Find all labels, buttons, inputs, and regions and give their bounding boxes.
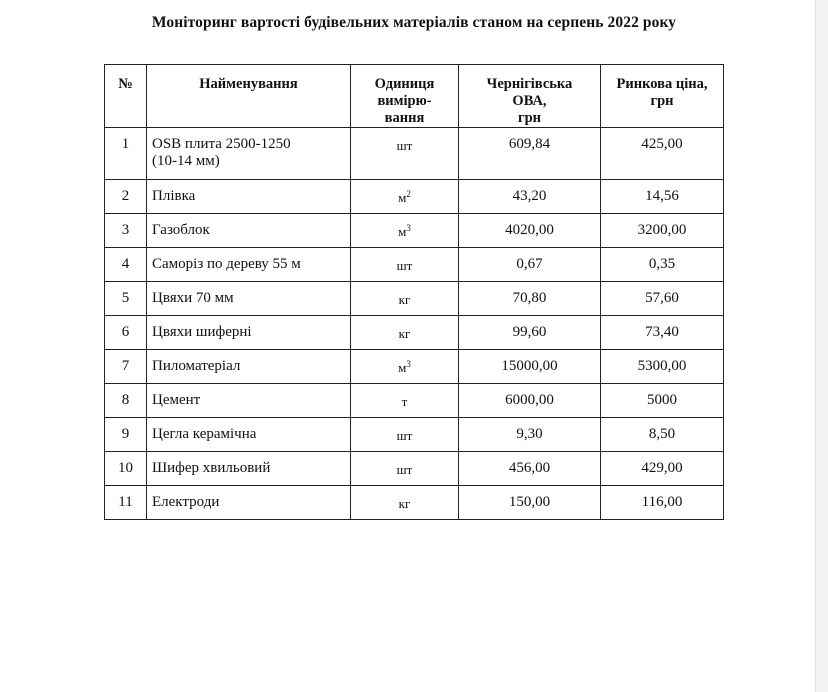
cell-unit: шт bbox=[351, 452, 459, 486]
cell-num: 1 bbox=[105, 128, 147, 180]
cell-market-price: 5000 bbox=[601, 384, 724, 418]
cell-unit: $м^2$ bbox=[351, 180, 459, 214]
cell-unit: $м^3$ bbox=[351, 214, 459, 248]
cell-unit: кг bbox=[351, 316, 459, 350]
header-market-price: Ринкова ціна, грн bbox=[601, 65, 724, 128]
table-row bbox=[105, 248, 724, 282]
cell-ova-price: 4020,00 bbox=[459, 214, 601, 248]
cell-num: 11 bbox=[105, 486, 147, 520]
cell-name: Електроди bbox=[147, 486, 351, 520]
table-row bbox=[105, 384, 724, 418]
table-row bbox=[105, 486, 724, 520]
cell-name: Плівка bbox=[147, 180, 351, 214]
cell-unit: шт bbox=[351, 418, 459, 452]
cell-unit: $м^3$ bbox=[351, 350, 459, 384]
cell-name: OSB плита 2500-1250 (10-14 мм) bbox=[147, 128, 351, 180]
cell-market-price: 429,00 bbox=[601, 452, 724, 486]
cell-ova-price: 0,67 bbox=[459, 248, 601, 282]
cell-name: Пиломатеріал bbox=[147, 350, 351, 384]
table-row bbox=[105, 282, 724, 316]
cell-num: 3 bbox=[105, 214, 147, 248]
cell-market-price: 73,40 bbox=[601, 316, 724, 350]
cell-unit: т bbox=[351, 384, 459, 418]
cell-num: 4 bbox=[105, 248, 147, 282]
table-row bbox=[105, 214, 724, 248]
cell-market-price: 0,35 bbox=[601, 248, 724, 282]
cell-name: Шифер хвильовий bbox=[147, 452, 351, 486]
header-unit: Одиниця вимірю- вання bbox=[351, 65, 459, 128]
cell-num: 7 bbox=[105, 350, 147, 384]
header-ova-price: Чернігівська ОВА, грн bbox=[459, 65, 601, 128]
price-table bbox=[104, 64, 724, 520]
cell-unit: шт bbox=[351, 128, 459, 180]
cell-name: Саморіз по дереву 55 м bbox=[147, 248, 351, 282]
cell-ova-price: 70,80 bbox=[459, 282, 601, 316]
cell-num: 10 bbox=[105, 452, 147, 486]
cell-name: Цвяхи 70 мм bbox=[147, 282, 351, 316]
cell-ova-price: 150,00 bbox=[459, 486, 601, 520]
table-row bbox=[105, 180, 724, 214]
cell-market-price: 57,60 bbox=[601, 282, 724, 316]
page-edge bbox=[815, 0, 828, 692]
cell-unit: шт bbox=[351, 248, 459, 282]
cell-num: 2 bbox=[105, 180, 147, 214]
cell-market-price: 14,56 bbox=[601, 180, 724, 214]
cell-num: 8 bbox=[105, 384, 147, 418]
cell-market-price: 425,00 bbox=[601, 128, 724, 180]
cell-unit: кг bbox=[351, 282, 459, 316]
cell-ova-price: 9,30 bbox=[459, 418, 601, 452]
table-row bbox=[105, 350, 724, 384]
cell-market-price: 3200,00 bbox=[601, 214, 724, 248]
table-row bbox=[105, 452, 724, 486]
cell-unit: кг bbox=[351, 486, 459, 520]
cell-name: Газоблок bbox=[147, 214, 351, 248]
cell-market-price: 8,50 bbox=[601, 418, 724, 452]
cell-num: 5 bbox=[105, 282, 147, 316]
cell-name: Цвяхи шиферні bbox=[147, 316, 351, 350]
cell-num: 9 bbox=[105, 418, 147, 452]
header-row bbox=[105, 65, 724, 128]
cell-market-price: 5300,00 bbox=[601, 350, 724, 384]
cell-name: Цегла керамічна bbox=[147, 418, 351, 452]
table-row bbox=[105, 128, 724, 180]
header-num: № bbox=[105, 65, 147, 128]
table-row bbox=[105, 418, 724, 452]
cell-name: Цемент bbox=[147, 384, 351, 418]
cell-market-price: 116,00 bbox=[601, 486, 724, 520]
cell-ova-price: 15000,00 bbox=[459, 350, 601, 384]
document-title: Моніторинг вартості будівельних матеріалів станом на серпень 2022 року bbox=[151, 14, 677, 31]
cell-ova-price: 6000,00 bbox=[459, 384, 601, 418]
table-row bbox=[105, 316, 724, 350]
header-name: Найменування bbox=[147, 65, 351, 128]
cell-num: 6 bbox=[105, 316, 147, 350]
cell-ova-price: 43,20 bbox=[459, 180, 601, 214]
cell-ova-price: 99,60 bbox=[459, 316, 601, 350]
cell-ova-price: 456,00 bbox=[459, 452, 601, 486]
cell-ova-price: 609,84 bbox=[459, 128, 601, 180]
